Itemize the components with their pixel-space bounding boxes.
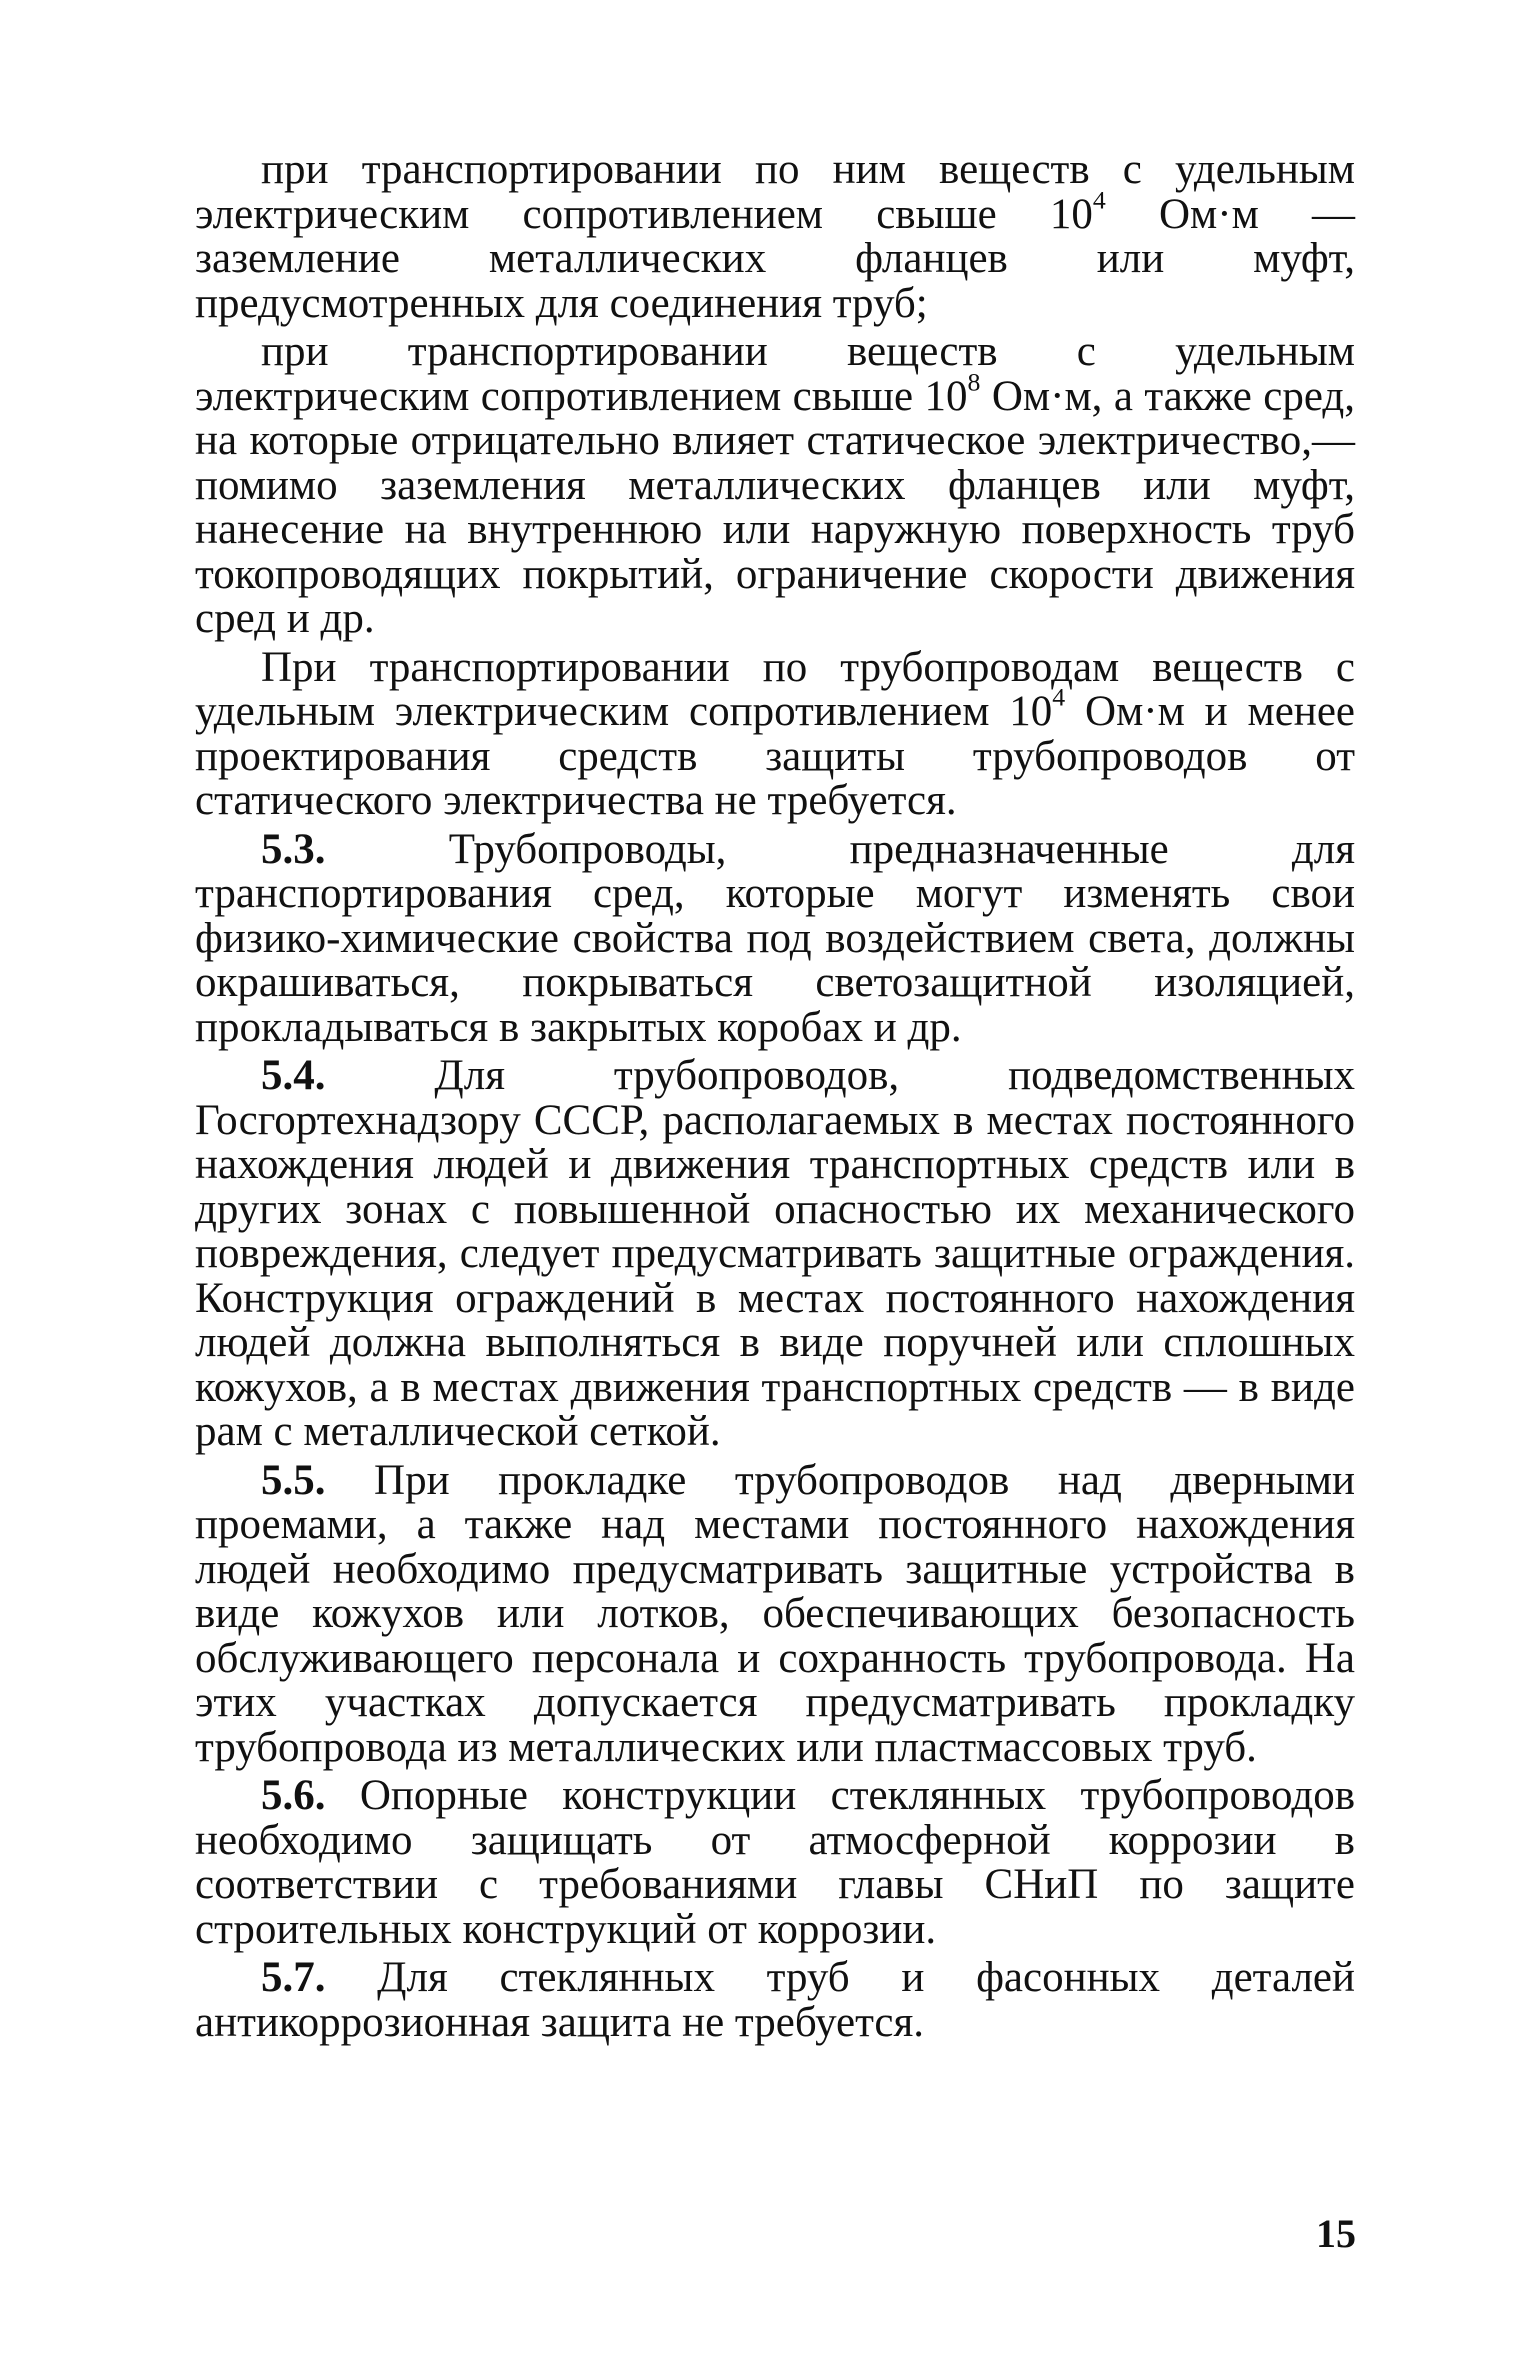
clause-number: 5.7. [261,1954,326,2001]
clause-number: 5.4. [261,1052,326,1099]
paragraph-text: при транспортировании по ним веществ с удельным электрическим сопротивлением свыше 10 [195,146,1355,238]
paragraph-no-protection [195,643,1355,824]
clause-5-5 [195,1456,1355,1771]
clause-number: 5.6. [261,1772,326,1819]
clause-number: 5.3. [261,825,326,873]
clause-5-6 [195,1774,1355,1952]
clause-5-4 [195,1054,1355,1455]
clause-number: 5.5. [261,1456,326,1504]
paragraph-text: Ом·м и менее проектирования средств защиты трубопроводов от статического электричества не требуется. [195,688,1355,824]
paragraph-text: Ом·м, а также сред, на которые отрицательно влияет статическое электричество,— помимо заземления металлических фланцев или муфт, нанесение на внутреннюю или наружную поверхность труб токопроводящих покрытий, ограничение скорости движения сред и др. [195,372,1355,642]
page-body [195,148,1355,2049]
clause-text: Опорные конструкции стеклянных трубопроводов необходимо защищать от атмосферной коррозии в соответствии с требованиями главы СНиП по защите строительных конструкций от коррозии. [195,1772,1355,1953]
clause-text: Для стеклянных труб и фасонных деталей антикоррозионная защита не требуется. [195,1954,1355,2046]
paragraph-grounding-1e8 [195,330,1355,642]
paragraph-text: Ом·м — заземление металлических фланцев или муфт, предусмотренных для соединения труб; [195,190,1356,327]
paragraph-text: при транспортировании веществ с удельным электрическим сопротивлением свыше 10 [195,328,1355,420]
exponent: 4 [1092,185,1106,215]
exponent: 4 [1052,682,1066,712]
clause-5-7 [195,1956,1355,2045]
clause-5-3 [195,825,1355,1051]
clause-text: Для трубопроводов, подведомственных Госгортехнадзору СССР, располагаемых в местах постоянного нахождения людей и движения транспортных средств или в других зонах с повышенной опасностью их механического повреждения, следует предусматривать защитные ограждения. Конструкция ограждений в местах постоянного нахождения людей должна выполняться в виде поручней или сплошных кожухов, а в местах движения транспортных средств — в виде рам с металлической сеткой. [195,1052,1355,1455]
paragraph-text: При транспортировании по трубопроводам веществ с удельным электрическим сопротивлением 10 [195,643,1355,735]
page-number: 15 [1316,2211,1356,2256]
paragraph-grounding-1e4 [195,148,1355,326]
exponent: 8 [967,367,981,397]
clause-text: Трубопроводы, предназначенные для транспортирования сред, которые могут изменять свои физико-химические свойства под воздействием света, должны окрашиваться, покрываться светозащитной изоляцией, прокладываться в закрытых коробах и др. [195,825,1355,1051]
clause-text: При прокладке трубопроводов над дверными проемами, а также над местами постоянного нахождения людей необходимо предусматривать защитные устройства в виде кожухов или лотков, обеспечивающих безопасность обслуживающего персонала и сохранность трубопровода. На этих участках допускается предусматривать прокладку трубопровода из металлических или пластмассовых труб. [195,1456,1355,1771]
